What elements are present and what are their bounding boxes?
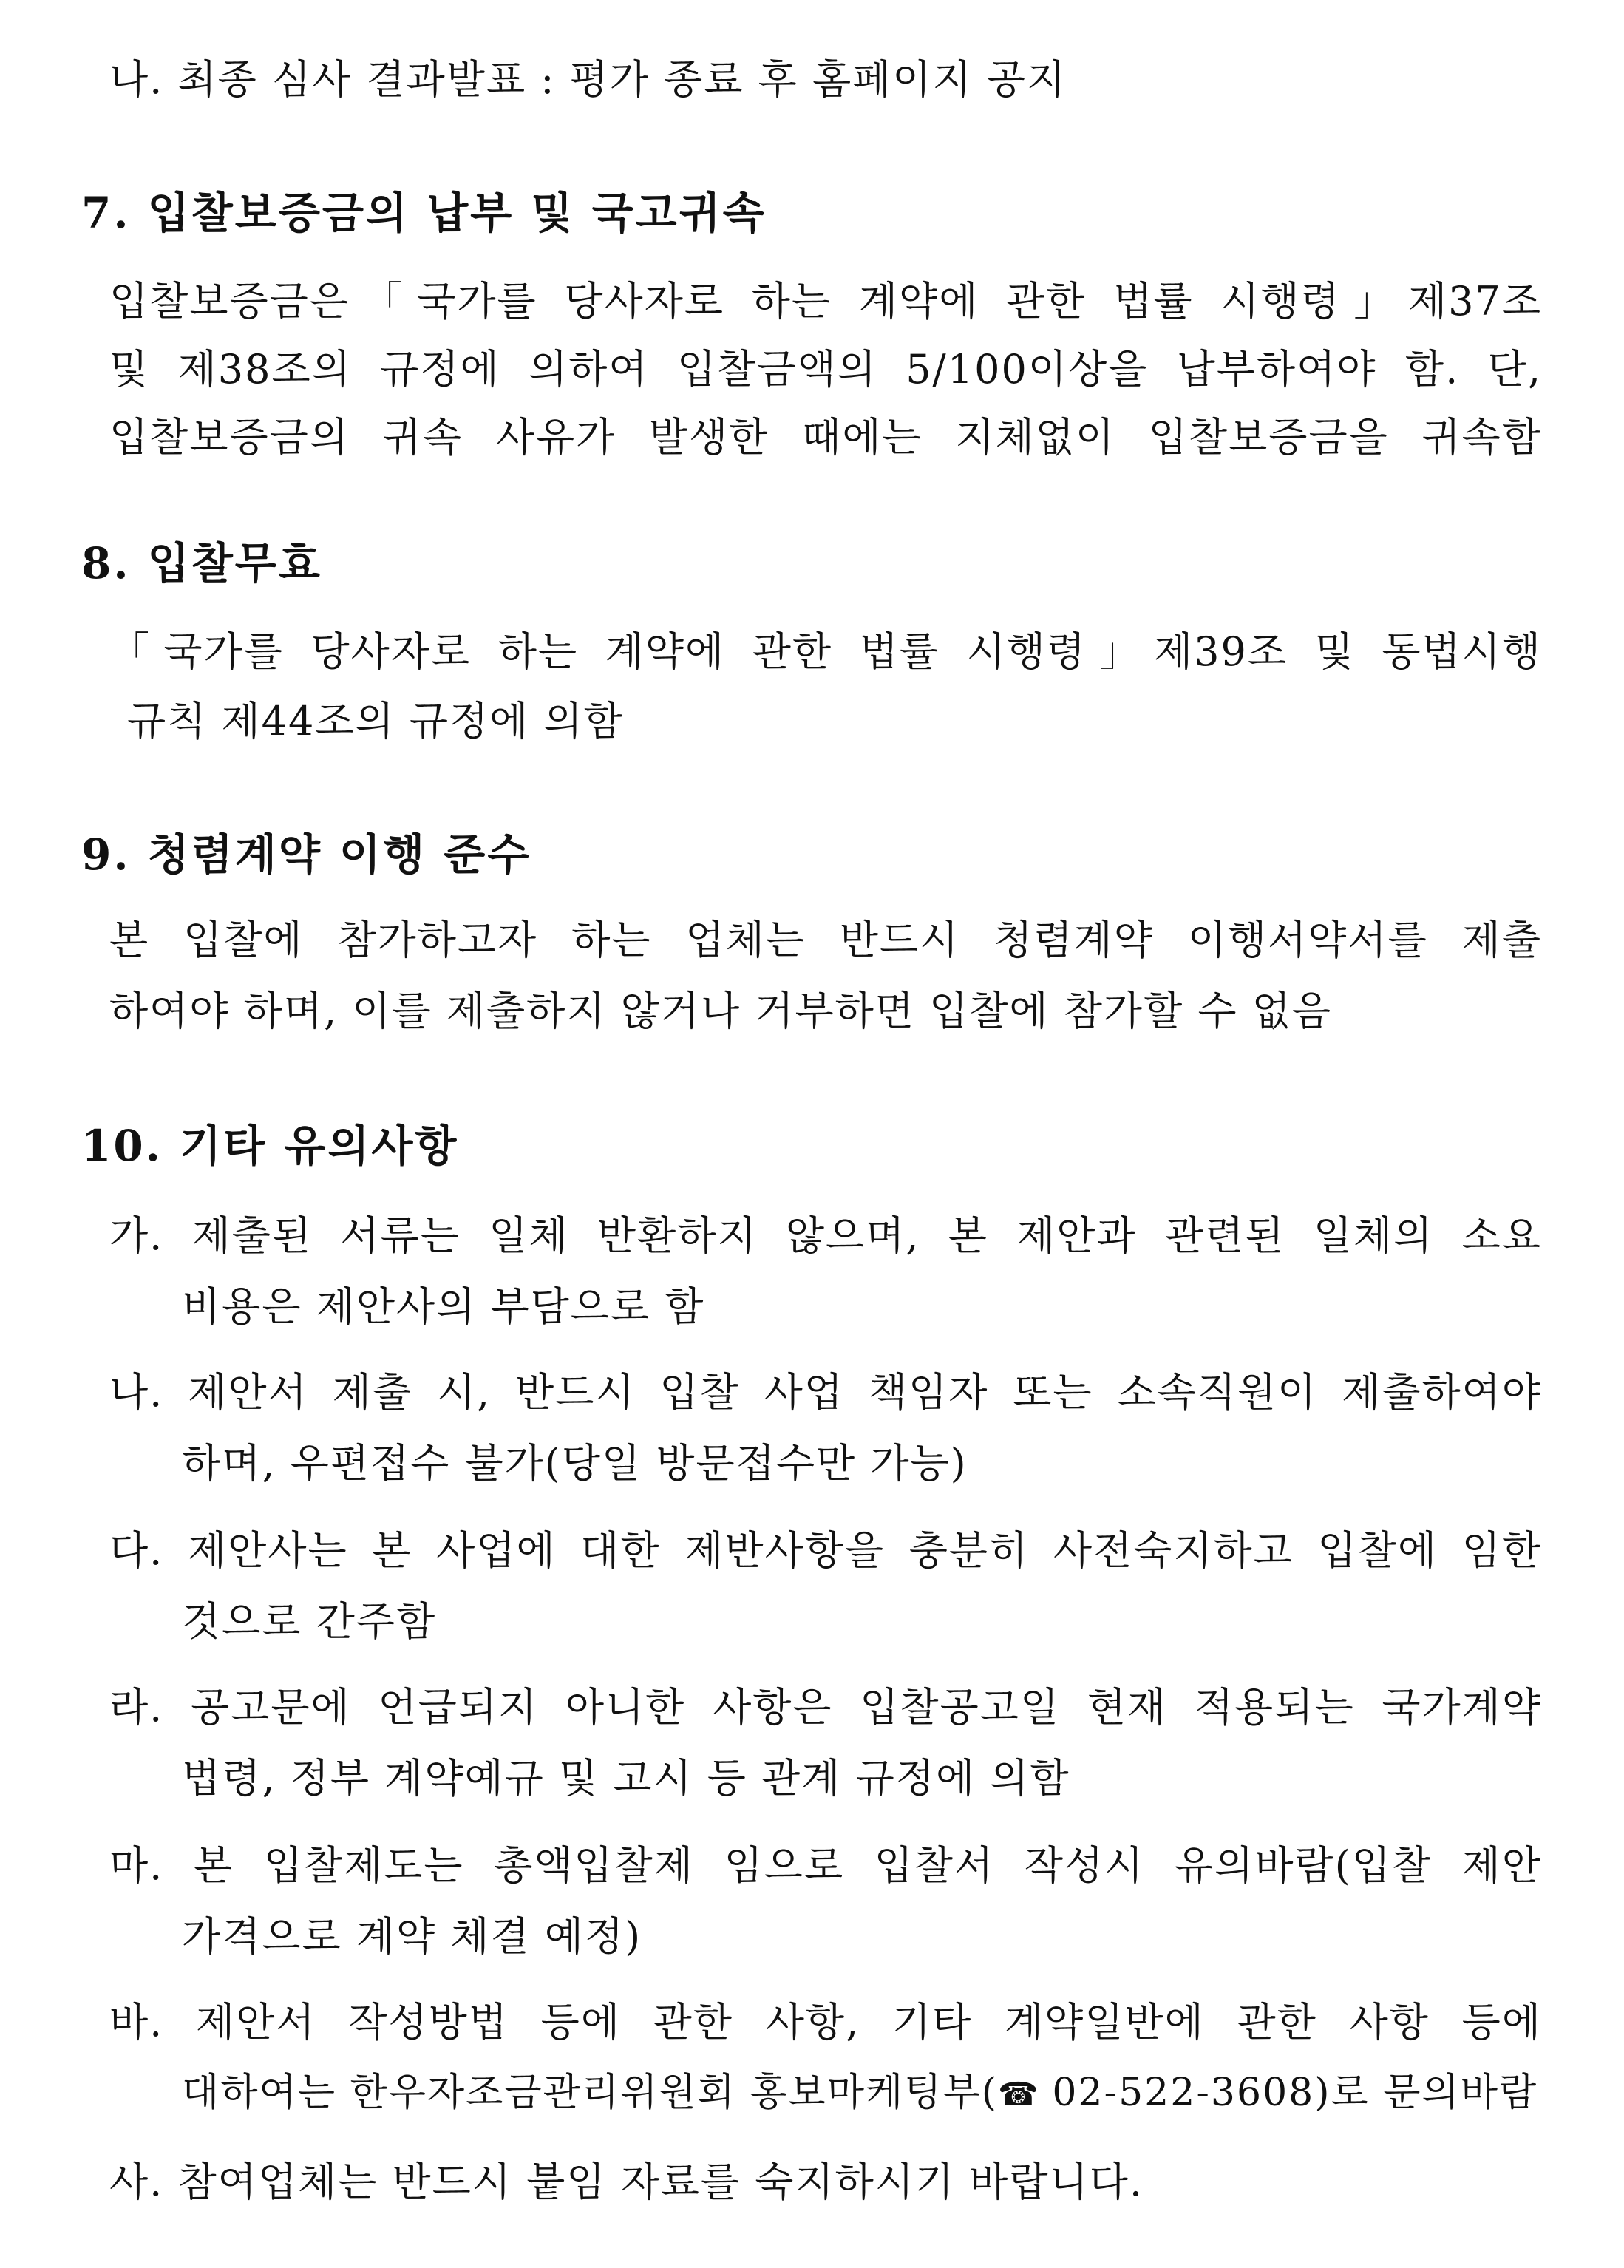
section-7-line-2: 및 제38조의 규정에 의하여 입찰금액의 5/100이상을 납부하여야 함. 단, [109,346,1542,393]
item-ga-line-2: 비용은 제안사의 부담으로 함 [182,1283,705,1330]
item-ra-line-2: 법령, 정부 계약예규 및 고시 등 관계 규정에 의함 [182,1755,1070,1802]
item-da-line-2: 것으로 간주함 [182,1598,437,1645]
item-sa-line-1: 사. 참여업체는 반드시 붙임 자료를 숙지하시기 바랍니다. [109,2159,1144,2205]
section-8-line-1: 「국가를 당사자로 하는 계약에 관한 법률 시행령」제39조 및 동법시행 [109,628,1542,675]
item-da-line-1: 다. 제안사는 본 사업에 대한 제반사항을 충분히 사전숙지하고 입찰에 임한 [109,1527,1542,1574]
telephone-icon: ☎ [998,2076,1039,2113]
section-9-heading: 9. 청렴계약 이행 준수 [81,829,531,880]
item-ba-line-2 [182,2070,1538,2116]
section-8-line-2: 규칙 제44조의 규정에 의함 [127,698,624,744]
item-ra-line-1: 라. 공고문에 언급되지 아니한 사항은 입찰공고일 현재 적용되는 국가계약 [109,1684,1542,1731]
item-ba-text: 대하여는 한우자조금관리위원회 홍보마케팅부( [182,2071,998,2115]
item-ma-line-1: 마. 본 입찰제도는 총액입찰제 임으로 입찰서 작성시 유의바람(입찰 제안 [109,1842,1542,1889]
section-8-heading: 8. 입찰무효 [81,538,322,588]
item-na-line-2: 하며, 우편접수 불가(당일 방문접수만 가능) [182,1440,968,1487]
section-9-line-1: 본 입찰에 참가하고자 하는 업체는 반드시 청렴계약 이행서약서를 제출 [109,917,1542,963]
section-7-line-3: 입찰보증금의 귀속 사유가 발생한 때에는 지체없이 입찰보증금을 귀속함 [109,414,1542,461]
item-na-line-1: 나. 제안서 제출 시, 반드시 입찰 사업 책임자 또는 소속직원이 제출하여야 [109,1369,1542,1416]
intro-item-na: 나. 최종 심사 결과발표 : 평가 종료 후 홈페이지 공지 [109,56,1067,103]
section-7-heading: 7. 입찰보증금의 납부 및 국고귀속 [81,188,767,238]
item-ba-line-1: 바. 제안서 작성방법 등에 관한 사항, 기타 계약일반에 관한 사항 등에 [109,1999,1542,2045]
section-7-line-1: 입찰보증금은「국가를 당사자로 하는 계약에 관한 법률 시행령」제37조 [109,278,1542,325]
section-10-heading: 10. 기타 유의사항 [81,1121,459,1171]
item-ba-phone: 02-522-3608)로 문의바람 [1038,2071,1538,2115]
section-9-line-2: 하여야 하며, 이를 제출하지 않거나 거부하면 입찰에 참가할 수 없음 [109,988,1333,1034]
item-ga-line-1: 가. 제출된 서류는 일체 반환하지 않으며, 본 제안과 관련된 일체의 소요 [109,1212,1542,1259]
item-ma-line-2: 가격으로 계약 체결 예정) [182,1913,642,1960]
